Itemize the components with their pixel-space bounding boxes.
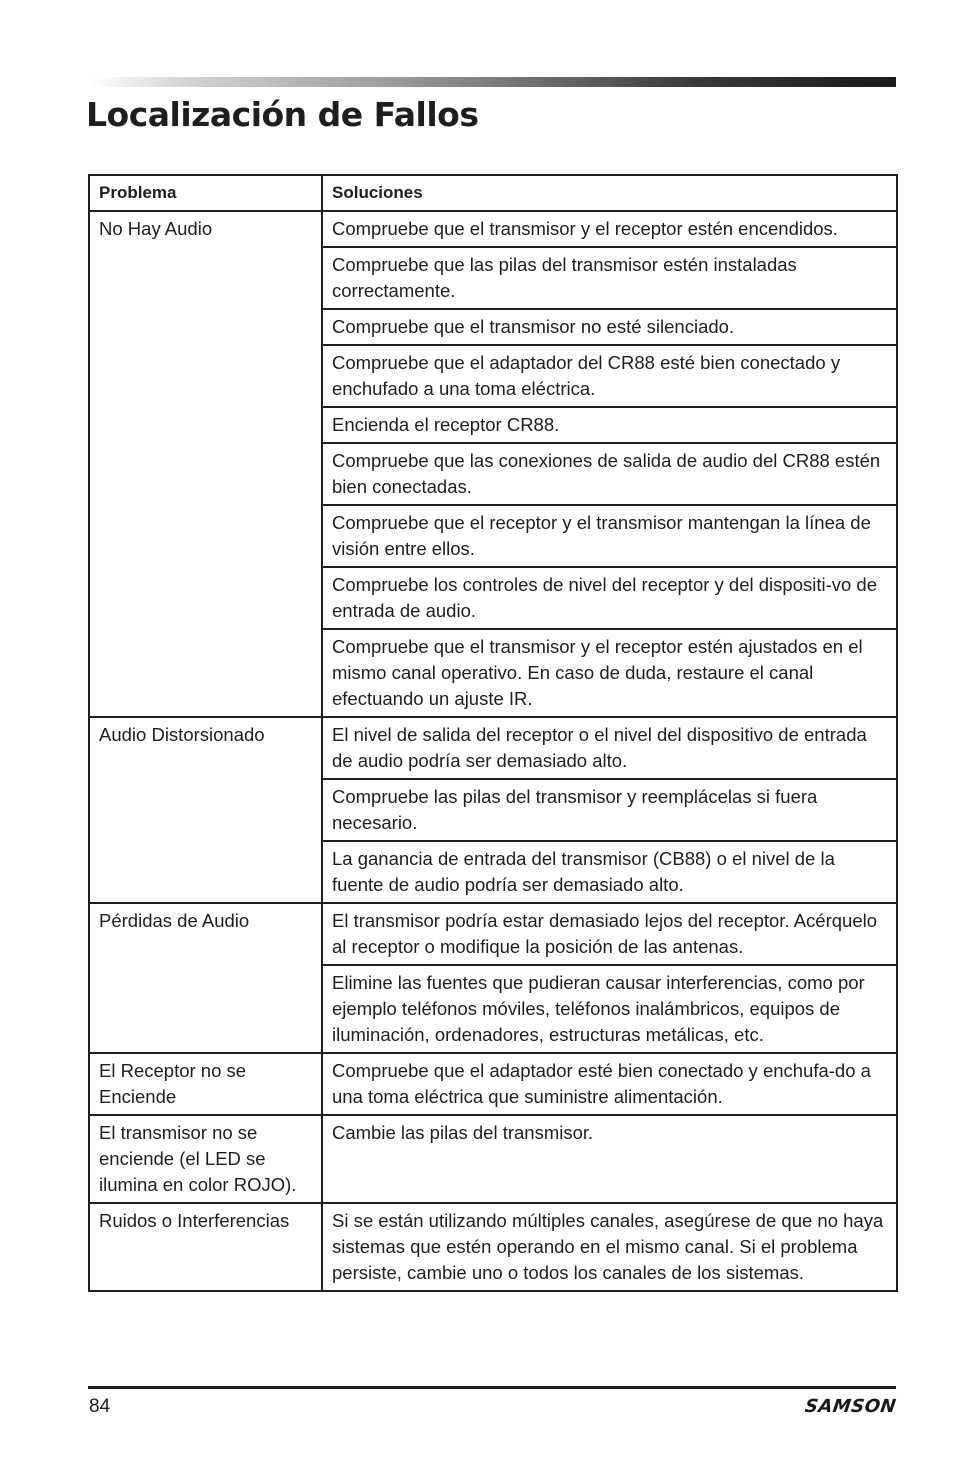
page-title: Localización de Fallos	[86, 95, 479, 134]
table-row	[89, 1053, 897, 1115]
solution-cell: Compruebe que el transmisor no esté silenciado.	[322, 309, 897, 345]
solution-cell: Encienda el receptor CR88.	[322, 407, 897, 443]
solution-cell: Si se están utilizando múltiples canales, asegúrese de que no haya sistemas que estén operando en el mismo canal. Si el problema persiste, cambie uno o todos los canales de los sistemas.	[322, 1203, 897, 1291]
problem-cell: El Receptor no se Enciende	[89, 1053, 322, 1115]
column-header-solutions: Soluciones	[322, 175, 897, 211]
solution-cell: Cambie las pilas del transmisor.	[322, 1115, 897, 1203]
solution-cell: El transmisor podría estar demasiado lejos del receptor. Acérquelo al receptor o modifique la posición de las antenas.	[322, 903, 897, 965]
solution-cell: Elimine las fuentes que pudieran causar interferencias, como por ejemplo teléfonos móviles, teléfonos inalámbricos, equipos de iluminación, ordenadores, estructuras metálicas, etc.	[322, 965, 897, 1053]
troubleshooting-table	[88, 174, 898, 1292]
table-row	[89, 717, 897, 779]
problem-cell: Pérdidas de Audio	[89, 903, 322, 1053]
solution-cell: Compruebe que las conexiones de salida de audio del CR88 estén bien conectadas.	[322, 443, 897, 505]
column-header-problem: Problema	[89, 175, 322, 211]
page-number: 84	[89, 1396, 111, 1417]
solution-cell: La ganancia de entrada del transmisor (CB88) o el nivel de la fuente de audio podría ser demasiado alto.	[322, 841, 897, 903]
solution-cell: El nivel de salida del receptor o el nivel del dispositivo de entrada de audio podría ser demasiado alto.	[322, 717, 897, 779]
solution-cell: Compruebe que el adaptador esté bien conectado y enchufa-do a una toma eléctrica que suministre alimentación.	[322, 1053, 897, 1115]
problem-cell: El transmisor no se enciende (el LED se ilumina en color ROJO).	[89, 1115, 322, 1203]
table-header-row	[89, 175, 897, 211]
table-row	[89, 1115, 897, 1203]
solution-cell: Compruebe que el transmisor y el receptor estén ajustados en el mismo canal operativo. En caso de duda, restaure el canal efectuando un ajuste IR.	[322, 629, 897, 717]
solution-cell: Compruebe que el adaptador del CR88 esté bien conectado y enchufado a una toma eléctrica.	[322, 345, 897, 407]
solution-cell: Compruebe las pilas del transmisor y reemplácelas si fuera necesario.	[322, 779, 897, 841]
footer-rule	[88, 1386, 896, 1389]
solution-cell: Compruebe los controles de nivel del receptor y del dispositi-vo de entrada de audio.	[322, 567, 897, 629]
problem-cell: Ruidos o Interferencias	[89, 1203, 322, 1291]
solution-cell: Compruebe que el receptor y el transmisor mantengan la línea de visión entre ellos.	[322, 505, 897, 567]
brand-logo: SAMSON	[803, 1396, 898, 1417]
table-row	[89, 1203, 897, 1291]
solution-cell: Compruebe que el transmisor y el receptor estén encendidos.	[322, 211, 897, 247]
problem-cell: Audio Distorsionado	[89, 717, 322, 903]
table-row	[89, 903, 897, 965]
header-gradient-bar	[88, 77, 896, 87]
table-body	[89, 211, 897, 1291]
solution-cell: Compruebe que las pilas del transmisor estén instaladas correctamente.	[322, 247, 897, 309]
table-row	[89, 211, 897, 247]
problem-cell: No Hay Audio	[89, 211, 322, 717]
